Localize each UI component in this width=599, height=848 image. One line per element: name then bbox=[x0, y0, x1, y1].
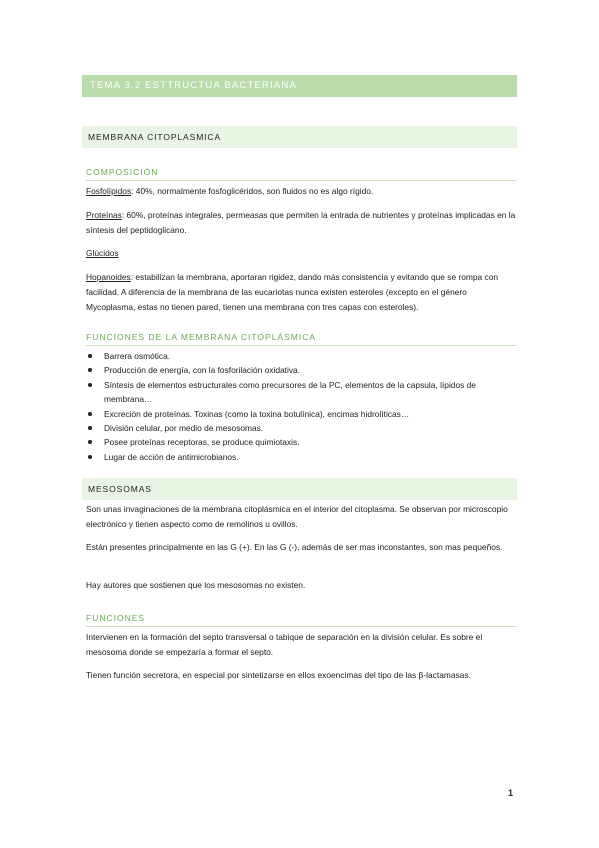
subheading-funciones: FUNCIONES bbox=[86, 613, 517, 627]
paragraph-hopanoides bbox=[86, 270, 516, 315]
list-item: Producción de energía, con la fosforilación oxidativa. bbox=[86, 363, 516, 377]
term-fosfolipidos: Fosfolípidos bbox=[86, 186, 132, 196]
paragraph-glucidos bbox=[86, 246, 516, 261]
paragraph-proteinas bbox=[86, 208, 516, 238]
paragraph-funciones-1: Intervienen en la formación del septo transversal o tabique de separación en la división celular. Es sobre el mesosoma donde se empezaría a formar el septo. bbox=[86, 632, 483, 657]
paragraph-funciones-2: Tienen función secretora, en especial por sintetizarse en ellos exoencimas del tipo de las β-lactamasas. bbox=[86, 670, 471, 680]
bullet-icon bbox=[88, 455, 92, 459]
bullet-icon bbox=[88, 354, 92, 358]
list-item: Excreción de proteínas. Toxinas (como la toxina botulínica), encimas hidrolíticas… bbox=[86, 407, 516, 421]
paragraph-mesosomas-1: Son unas invaginaciones de la membrana citoplásmica en el interior del citoplasma. Se observan por microscopio electrónico y tienen aspecto como de remolinos u ovillos. bbox=[86, 504, 508, 529]
section-heading-membrana: MEMBRANA CITOPLASMICA bbox=[82, 126, 517, 148]
text-proteinas: : 60%, proteínas integrales, permeasas que permiten la entrada de nutrientes y proteínas implicadas en la síntesis del peptidoglicano. bbox=[86, 210, 516, 235]
document-title: TEMA 3.2 ESTTRUCTUA BACTERIANA bbox=[82, 75, 517, 97]
list-item: Posee proteínas receptoras, se produce quimiotaxis. bbox=[86, 435, 516, 449]
list-item: Barrera osmótica. bbox=[86, 349, 516, 363]
subheading-funciones-membrana: FUNCIONES DE LA MEMBRANA CITOPLÁSMICA bbox=[86, 332, 517, 346]
term-proteinas: Proteínas bbox=[86, 210, 122, 220]
bullet-icon bbox=[88, 440, 92, 444]
functions-list bbox=[86, 349, 516, 464]
term-hopanoides: Hopanoides bbox=[86, 272, 131, 282]
bullet-icon bbox=[88, 412, 92, 416]
page-number: 1 bbox=[508, 788, 514, 798]
paragraph-fosfolipidos bbox=[86, 184, 516, 199]
subheading-composicion: COMPOSICIÓN bbox=[86, 167, 517, 181]
text-fosfolipidos: : 40%, normalmente fosfoglicéridos, son fluidos no es algo rígido. bbox=[131, 186, 374, 196]
paragraph-mesosomas-2: Están presentes principalmente en las G (+). En las G (-), además de ser mas inconstantes, son mas pequeños. bbox=[86, 542, 503, 552]
list-item: Síntesis de elementos estructurales como precursores de la PC, elementos de la capsula, lípidos de membrana… bbox=[86, 378, 516, 407]
term-glucidos: Glúcidos bbox=[86, 248, 119, 258]
bullet-icon bbox=[88, 426, 92, 430]
bullet-icon bbox=[88, 368, 92, 372]
list-item: División celular, por medio de mesosomas. bbox=[86, 421, 516, 435]
section-heading-mesosomas: MESOSOMAS bbox=[82, 478, 517, 500]
text-hopanoides: : estabilizan la membrana, aportaran rigidez, dando más consistencia y evitando que se rompa con facilidad. A diferencia de la membrana de las eucariotas nunca existen esteroles (excepto en el género Mycoplasma, estas no tienen pared, tienen una membrana con tres capas con esteroles). bbox=[86, 272, 499, 312]
paragraph-mesosomas-3: Hay autores que sostienen que los mesosomas no existen. bbox=[86, 580, 306, 590]
bullet-icon bbox=[88, 383, 92, 387]
list-item: Lugar de acción de antimicrobianos. bbox=[86, 450, 516, 464]
